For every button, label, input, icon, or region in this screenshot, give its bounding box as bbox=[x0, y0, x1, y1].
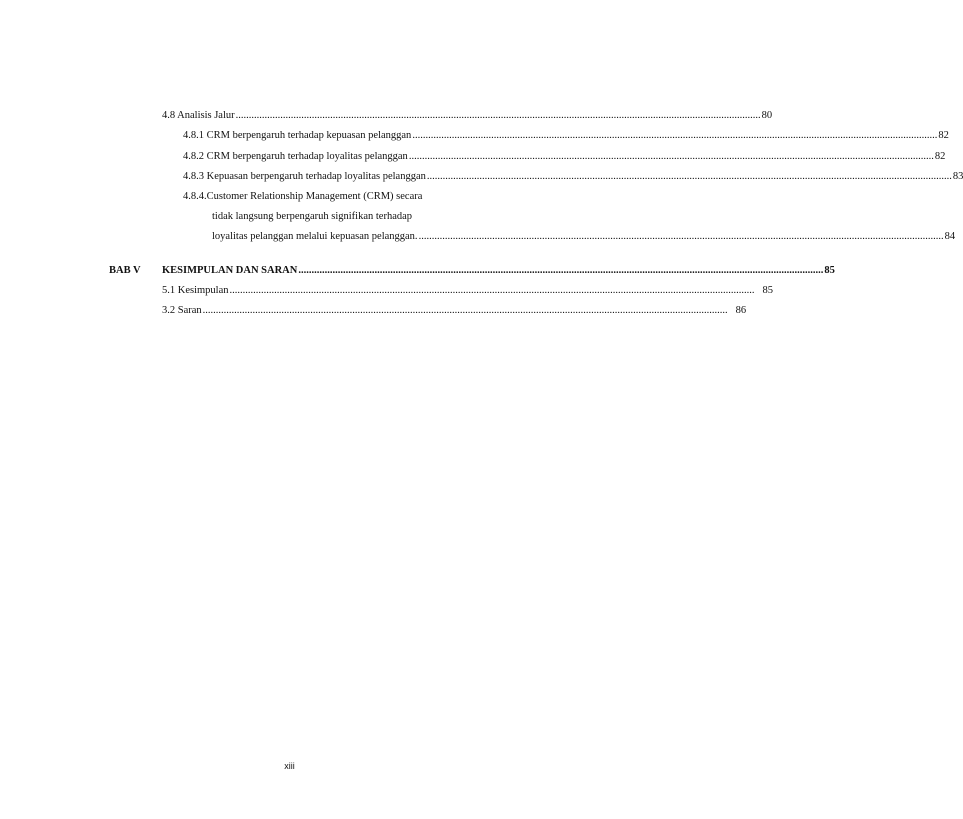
toc-entry-page: 84 bbox=[944, 231, 956, 242]
toc-entry-title: 4.8.4.Customer Relationship Management (CRM) secara bbox=[183, 191, 423, 202]
chapter-title: KESIMPULAN DAN SARAN bbox=[162, 265, 298, 276]
toc-entry-4-8-2 bbox=[183, 150, 946, 164]
toc-leader-dots: ........................................................................................................................................................................................................ bbox=[418, 231, 944, 242]
toc-entry-4-8-4-line3 bbox=[212, 230, 956, 244]
toc-leader-dots: ........................................................................................................................................................................................................ bbox=[412, 130, 938, 141]
toc-entry-4-8-3 bbox=[183, 170, 963, 184]
toc-entry-page: 80 bbox=[761, 110, 773, 121]
toc-entry-title: 4.8.3 Kepuasan berpengaruh terhadap loyalitas pelanggan bbox=[183, 171, 426, 182]
toc-leader-dots: ........................................................................................................................................................................................................ bbox=[408, 151, 934, 162]
toc-entry-5-1 bbox=[162, 284, 773, 298]
toc-entry-4-8-4-line1 bbox=[183, 190, 488, 204]
toc-entry-title-continued: tidak langsung berpengaruh signifikan terhadap bbox=[212, 211, 413, 222]
toc-entry-page: 85 bbox=[762, 285, 773, 296]
toc-leader-dots: ........................................................................................................................................................................................................ bbox=[229, 285, 755, 296]
chapter-page: 85 bbox=[824, 265, 835, 276]
toc-leader-dots: ........................................................................................................................................................................................................ bbox=[298, 265, 824, 276]
toc-entry-title: 4.8 Analisis Jalur bbox=[162, 110, 235, 121]
toc-entry-4-8-1 bbox=[183, 129, 949, 143]
toc-entry-title: 3.2 Saran bbox=[162, 305, 202, 316]
toc-entry-3-2 bbox=[162, 304, 747, 318]
toc-leader-dots: ........................................................................................................................................................................................................ bbox=[202, 305, 728, 316]
toc-entry-title: 5.1 Kesimpulan bbox=[162, 285, 229, 296]
toc-leader-dots: ........................................................................................................................................................................................................ bbox=[426, 171, 952, 182]
toc-entry-page: 82 bbox=[938, 130, 949, 141]
toc-entry-title: 4.8.1 CRM berpengaruh terhadap kepuasan pelanggan bbox=[183, 130, 412, 141]
toc-entry-title-continued: loyalitas pelanggan melalui kepuasan pelanggan. bbox=[212, 231, 418, 242]
toc-entry-4-8-4-line2 bbox=[212, 210, 488, 224]
toc-entry-page: 83 bbox=[952, 171, 963, 182]
toc-entry-4-8 bbox=[162, 109, 773, 123]
toc-entry-page: 82 bbox=[934, 151, 946, 162]
toc-chapter-entry bbox=[162, 264, 835, 278]
toc-leader-dots: ........................................................................................................................................................................................................ bbox=[235, 110, 761, 121]
chapter-label: BAB V bbox=[109, 265, 141, 276]
toc-entry-page: 86 bbox=[735, 305, 747, 316]
toc-entry-title: 4.8.2 CRM berpengaruh terhadap loyalitas pelanggan bbox=[183, 151, 408, 162]
page-number: xiii bbox=[284, 761, 295, 771]
